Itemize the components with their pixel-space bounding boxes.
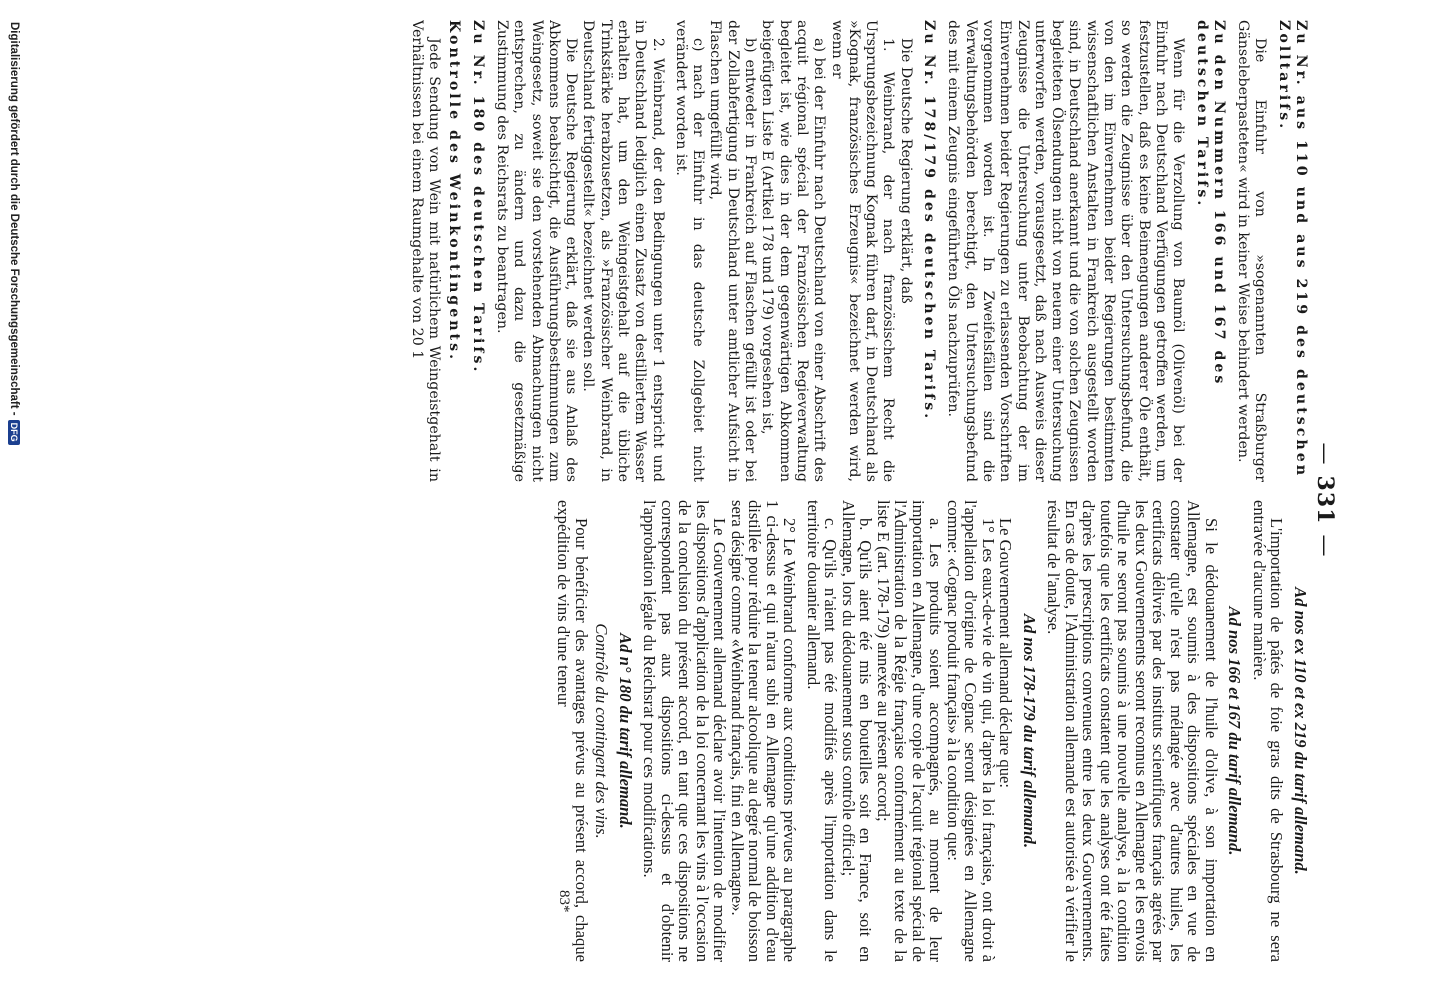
de-paragraph: Die Deutsche Regierung erklärt, daß — [897, 38, 914, 304]
fr-heading-180: Ad n° 180 du tarif allemand. — [616, 633, 635, 829]
de-paragraph: 2. Weinbrand, der den Bedingungen unter 1 entspricht und in Deutschland lediglich einen Zusatz von destilliertem Wasser erhalten hat, um den Weingeistgehalt auf die übliche Trinkstärke herabzusetzen, als »Französischer Weinbrand, in Deutschland fertiggestellt« bezeichnet werden soll. — [580, 20, 666, 482]
fr-paragraph: Si le dédouanement de l'huile d'olive, à son importation en Allemagne, est soumis à des dispositions spéciales en vue de constater qu'elle n'est pas mélangée avec d'autres huiles, les certificats délivrés par des instituts scientifiques français agréés par les deux Gouvernements seront reconnus en Allemagne et les envois d'huile ne seront pas soumis à une nouvelle analyse, à la condition toutefois que les certificats constatent que les analyses ont été faites d'après les prescriptions convenues entre les deux Gouvernements. En cas de doute, l'Administration allemande est autorisée à vérifier le résultat de l'analyse. — [1044, 500, 1221, 962]
fr-paragraph: 2° Le Weinbrand conforme aux conditions prévues au paragraphe 1 ci-dessus et qui n'aura subi en Allemagne qu'une addition d'eau distillée pour réduire la teneur alcoolique au degré normal de boisson sera désigné comme «Weinbrand français, fini en Allemagne». — [728, 500, 800, 962]
de-paragraph: Die Deutsche Regierung erklärt, daß sie aus Anlaß des Abkommens beabsichtigt, die Ausführungsbestimmungen zum Weingesetz, soweit sie den vorstehenden Abmachungen nicht entsprechen, zu ändern und dazu die gesetzmäßige Zustimmung des Reichsrats zu beantragen. — [493, 20, 580, 482]
de-paragraph: Die Einfuhr von »sogenannten Straßburger Gänseleberpasteten« wird in keiner Weise behindert werden. — [1235, 20, 1269, 482]
german-column — [296, 20, 1316, 482]
de-paragraph: 1. Weinbrand, der nach französischem Recht die Ursprungsbezeichnung Kognak führen darf, in Deutschland als »Kognak, französisches Erzeugnis« bezeichnet werden wird, wenn er — [828, 20, 897, 482]
de-paragraph: a) bei der Einfuhr nach Deutschland von einer Abschrift des acquit régional spécial der Französischen Regieverwaltung begleitet ist, wie dies in der dem gegenwärtigen Abkommen beigefügten Liste E (Artikel 178 und 179) vorgesehen ist, — [759, 20, 828, 482]
french-column — [296, 500, 1316, 962]
de-paragraph: Jede Sendung von Wein mit natürlichem Weingeistgehalt in Verhältnissen bei einem Raumgehalte von 20 1 — [408, 20, 443, 482]
de-heading-180: Zu Nr. 180 des deutschen Tarifs. — [469, 20, 486, 375]
footer-number: 83* — [556, 890, 572, 913]
de-heading-110-219: Zu Nr. aus 110 und aus 219 des deutschen Zolltarifs. — [1275, 20, 1309, 479]
fr-paragraph: c. Qu'ils n'aient pas été modifiés après l'importation dans le territoire douanier allemand. — [804, 500, 841, 962]
fr-paragraph: Le Gouvernement allemand déclare que: — [996, 518, 1016, 788]
de-paragraph: Wenn für die Verzollung von Baumöl (Olivenöl) bei der Einfuhr nach Deutschland Verfügungen getroffen werden, um festzustellen, daß es keine Beimengungen anderer Öle enthält, so werden die Zeugnisse über den Untersuchungsbefund, die von den im Einvernehmen beider Regierungen bestimmten wissenschaftlichen Anstalten in Frankreich ausgestellt worden sind, in Deutschland anerkannt und die von solchen Zeugnissen begleiteten Ölsendungen nicht von neuem einer Untersuchung unterworfen werden, vorausgesetzt, daß nach Ausweis dieser Zeugnisse die Untersuchung unter Beobachtung der im Einvernehmen beider Regierungen zu erlassenden Vorschriften vorgenommen worden ist. In Zweifelsfällen sind die Verwaltungsbehörden berechtigt, den Untersuchungsbefund des mit einem Zeugnis eingeführten Öls nachzuprüfen. — [945, 20, 1187, 482]
de-subheading: Kontrolle des Weinkontingents. — [446, 20, 463, 363]
fr-paragraph: Pour bénéficier des avantages prévus au présent accord, chaque expédition de vins d'une teneur — [554, 500, 591, 962]
fr-paragraph: b. Qu'ils aient été mis en bouteilles soit en France, soit en Allemagne, lors du dédouanement sous contrôle officiel; — [839, 500, 876, 962]
de-heading-178-179: Zu Nr. 178/179 des deutschen Tarifs. — [921, 20, 938, 422]
fr-heading-166-167: Ad nos 166 et 167 du tarif allemand. — [1225, 606, 1245, 856]
page-number: —331— — [1312, 442, 1338, 558]
fr-heading-178-179: Ad nos 178-179 du tarif allemand. — [1020, 613, 1039, 849]
fr-subheading: Contrôle du contingent des vins. — [592, 623, 612, 839]
de-paragraph: b) entweder in Frankreich auf Flaschen gefüllt ist oder bei der Zollabfertigung in Deutschland unter amtlicher Aufsicht in Flaschen umgefüllt wird, — [707, 20, 759, 482]
de-heading-166-167: Zu den Nummern 166 und 167 des deutschen Tarifs. — [1193, 20, 1227, 387]
de-paragraph: c) nach der Einfuhr in das deutsche Zollgebiet nicht verändert worden ist. — [672, 20, 707, 482]
fr-paragraph: 1° Les eaux-de-vie de vin qui, d'après la loi française, ont droit à l'appellation d'origine de Cognac seront désignées en Allemagne comme: «Cognac produit français» à la condition que: — [944, 500, 998, 962]
fr-heading-110-219: Ad nos ex 110 et ex 219 du tarif allemand. — [1291, 587, 1310, 875]
fr-paragraph: Le Gouvernement allemand déclare avoir l'intention de modifier les dispositions d'application de la loi concernant les vins à l'occasion de la conclusion du présent accord, en tant que ces dispositions ne correspondent pas aux dispositions ci-dessus et d'obtenir l'approbation légale du Reichsrat pour ces modifications. — [640, 500, 730, 962]
fr-paragraph: L'importation de pâtés de foie gras dits de Strasbourg ne sera entravée d'aucune manière. — [1250, 500, 1287, 962]
digitization-credit: Digitalisierung gefördert durch die Deutsche Forschungsgemeinschaft -DFG — [8, 0, 20, 1000]
fr-paragraph: a. Les produits soient accompagnés, au moment de leur importation en Allemagne, d'une copie de l'acquit régional spécial de l'Administration de la Régie française conformément au texte de la liste E (art. 178-179) annexée au présent accord; — [874, 500, 946, 962]
dfg-logo: DFG — [8, 420, 20, 445]
